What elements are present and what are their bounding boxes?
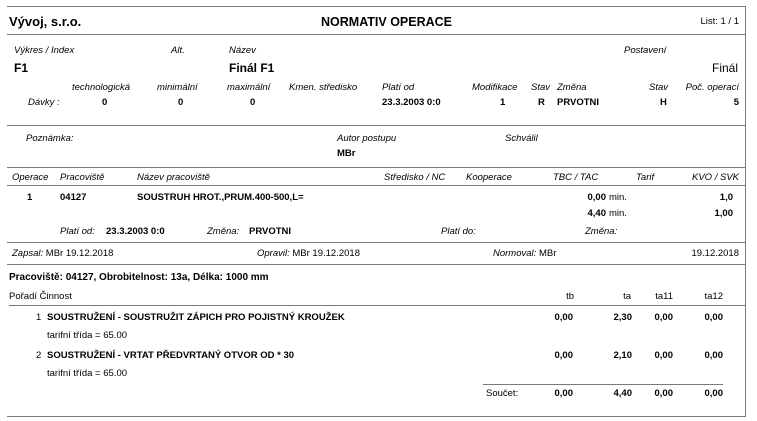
col-pracoviste: Pracoviště <box>60 172 105 183</box>
page-number: List: 1 / 1 <box>700 16 739 27</box>
zmena-label: Změna <box>557 82 587 93</box>
poc-operaci-value: 5 <box>733 97 739 108</box>
total-label: Součet: <box>486 388 519 399</box>
activity-tariff: tarifní třída = 65.00 <box>47 330 128 341</box>
postaveni-label: Postavení <box>624 45 667 56</box>
operation-zmena-value: PRVOTNI <box>249 226 292 237</box>
total-ta11: 0,00 <box>654 388 673 399</box>
zapsal-label: Zapsal: <box>12 248 44 259</box>
technologicka-label: technologická <box>72 82 131 93</box>
autor-value: MBr <box>337 148 356 159</box>
activity-order: 2 <box>36 350 42 361</box>
col-poradi-cinnost <box>9 292 72 302</box>
divider <box>7 125 746 126</box>
divider <box>7 242 746 243</box>
activity-description: SOUSTRUŽENÍ - SOUSTRUŽIT ZÁPICH PRO POJISTNÝ KROUŽEK <box>47 312 345 323</box>
report-title: NORMATIV OPERACE <box>321 15 453 29</box>
vykres-label: Výkres / Index <box>14 45 75 56</box>
total-ta: 4,40 <box>613 388 632 399</box>
operation-workplace: 04127 <box>60 192 87 203</box>
autor-label: Autor postupu <box>337 133 397 144</box>
modifikace-label: Modifikace <box>472 82 518 93</box>
divider <box>7 264 746 265</box>
col-stredisko-nc: Středisko / NC <box>384 172 446 183</box>
col-ta11: ta11 <box>655 291 673 302</box>
activity-description: SOUSTRUŽENÍ - VRTAT PŘEDVRTANÝ OTVOR OD * 30 <box>47 350 295 361</box>
col-tbc-tac: TBC / TAC <box>553 172 599 183</box>
activity-ta12: 0,00 <box>704 312 723 323</box>
divider <box>7 167 746 168</box>
operation-plati-do-label: Platí do: <box>441 226 476 237</box>
maximalni-value: 0 <box>250 97 256 108</box>
nazev-value: Finál F1 <box>229 61 275 75</box>
activity-tariff: tarifní třída = 65.00 <box>47 368 128 379</box>
postaveni-value: Finál <box>711 61 738 75</box>
col-nazev-pracoviste: Název pracoviště <box>137 172 210 183</box>
schvalil-label: Schválil <box>505 133 538 144</box>
normoval-value: MBr <box>538 248 557 259</box>
divider <box>7 185 746 186</box>
operation-tbc-unit: min. <box>609 192 627 203</box>
total-divider <box>483 384 723 385</box>
plati-od-label: Platí od <box>382 82 415 93</box>
operation-kvo: 1,0 <box>719 192 733 203</box>
operation-tac-unit: min. <box>609 208 627 219</box>
stav2-label: Stav <box>649 82 669 93</box>
operation-workplace-name: SOUSTRUH HROT.,PRUM.400-500,L= <box>137 192 304 203</box>
zmena-value: PRVOTNI <box>557 97 600 108</box>
opravil-label: Opravil: <box>257 248 290 259</box>
modifikace-value: 1 <box>500 97 506 108</box>
col-ta12: ta12 <box>704 291 723 302</box>
maximalni-label: maximální <box>227 82 271 93</box>
zapsal-value: MBr 19.12.2018 <box>45 248 114 259</box>
col-tb: tb <box>566 291 574 302</box>
col-poradi: Pořadí <box>9 291 37 302</box>
minimalni-label: minimální <box>157 82 198 93</box>
plati-od-value: 23.3.2003 0:0 <box>382 97 441 108</box>
activity-ta11: 0,00 <box>654 350 673 361</box>
vykres-value: F1 <box>14 61 29 75</box>
minimalni-value: 0 <box>178 97 184 108</box>
operation-plati-od-label: Platí od: <box>60 226 95 237</box>
col-kooperace: Kooperace <box>466 172 512 183</box>
col-operace: Operace <box>12 172 49 183</box>
total-ta12: 0,00 <box>704 388 723 399</box>
opravil-value: MBr 19.12.2018 <box>292 248 360 259</box>
audit-date: 19.12.2018 <box>691 248 739 259</box>
stav-label: Stav <box>531 82 551 93</box>
activity-ta: 2,30 <box>613 312 632 323</box>
operation-svk: 1,00 <box>714 208 733 219</box>
nazev-label: Název <box>229 45 256 56</box>
normoval-label: Normoval: <box>493 248 537 259</box>
activity-ta12: 0,00 <box>704 350 723 361</box>
activity-tb: 0,00 <box>554 312 573 323</box>
activity-tb: 0,00 <box>554 350 573 361</box>
activity-ta: 2,10 <box>613 350 632 361</box>
technologicka-value: 0 <box>102 97 108 108</box>
workplace-info: Pracoviště: 04127, Obrobitelnost: 13a, Délka: 1000 mm <box>9 272 269 283</box>
company-name: Vývoj, s.r.o. <box>9 14 82 29</box>
activity-order: 1 <box>36 312 42 323</box>
operation-number: 1 <box>27 192 33 203</box>
divider <box>7 34 746 35</box>
col-tarif: Tarif <box>636 172 655 183</box>
divider <box>9 305 746 306</box>
stav2-value: H <box>660 97 667 108</box>
operation-zmena2-label: Změna: <box>585 226 618 237</box>
poc-operaci-label: Poč. operací <box>685 82 739 93</box>
kmen-stredisko-label: Kmen. středisko <box>289 82 358 93</box>
total-tb: 0,00 <box>554 388 573 399</box>
stav-value: R <box>538 97 545 108</box>
operation-tbc: 0,00 <box>587 192 606 203</box>
operation-tac: 4,40 <box>587 208 606 219</box>
activity-ta11: 0,00 <box>654 312 673 323</box>
davky-label: Dávky : <box>28 97 60 108</box>
operation-plati-od-value: 23.3.2003 0:0 <box>106 226 165 237</box>
alt-label: Alt. <box>171 45 185 56</box>
col-cinnost: Činnost <box>39 291 72 302</box>
operation-zmena-label: Změna: <box>207 226 240 237</box>
col-kvo-svk: KVO / SVK <box>692 172 739 183</box>
poznamka-label: Poznámka: <box>26 133 74 144</box>
col-ta: ta <box>623 291 631 302</box>
